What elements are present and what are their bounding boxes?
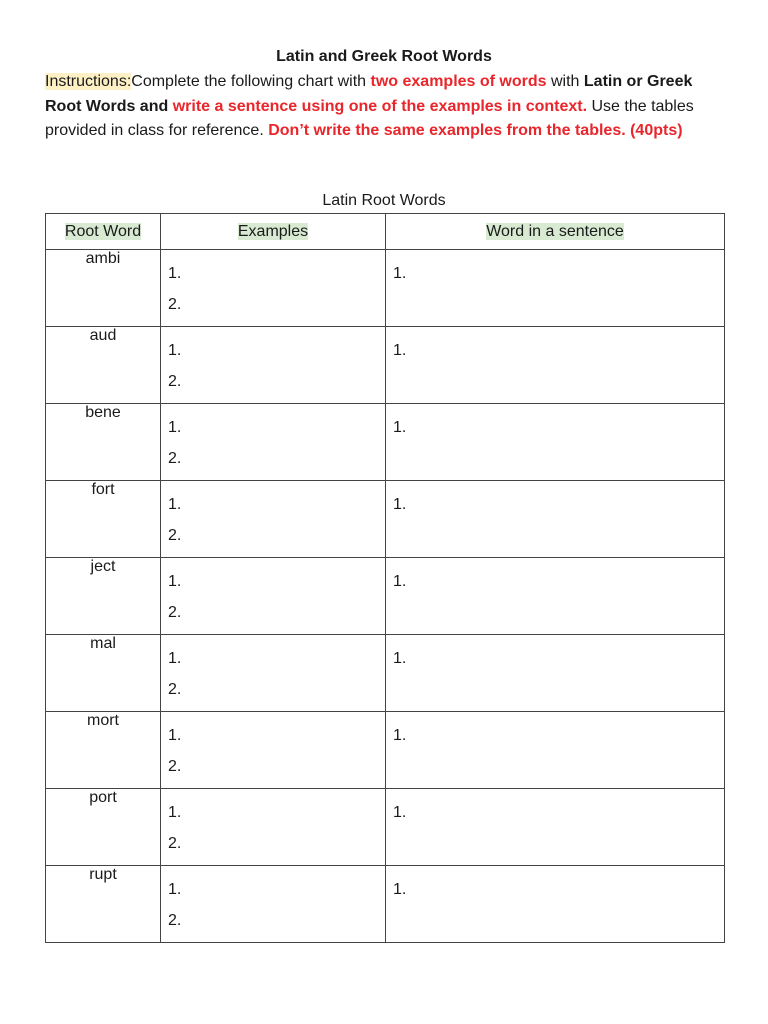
example-marker-1: 1. bbox=[168, 804, 182, 821]
header-word-in-sentence: Word in a sentence bbox=[386, 214, 725, 250]
example-marker-1: 1. bbox=[168, 573, 182, 590]
example-marker-2: 2. bbox=[168, 373, 182, 390]
instructions-emphasis-3: Don’t write the same examples from the tables. (40pts) bbox=[268, 122, 683, 139]
root-word: ambi bbox=[85, 250, 121, 267]
instructions-text-4: Use the tables provided in class for reference. bbox=[45, 97, 694, 139]
sentence-marker: 1. bbox=[393, 573, 407, 590]
root-word: fort bbox=[91, 481, 115, 498]
root-word: aud bbox=[89, 327, 117, 344]
table-body bbox=[46, 250, 725, 943]
sentence-marker: 1. bbox=[393, 342, 407, 359]
example-marker-2: 2. bbox=[168, 681, 182, 698]
sentence-marker: 1. bbox=[393, 804, 407, 821]
sentence-cell[interactable] bbox=[386, 712, 725, 789]
header-examples: Examples bbox=[161, 214, 386, 250]
table-row bbox=[46, 712, 725, 789]
header-root-word: Root Word bbox=[46, 214, 161, 250]
sentence-cell[interactable] bbox=[386, 481, 725, 558]
sentence-marker: 1. bbox=[393, 419, 407, 436]
example-marker-1: 1. bbox=[168, 650, 182, 667]
instructions-text-2: with bbox=[546, 73, 584, 90]
table-row bbox=[46, 635, 725, 712]
instructions-emphasis-1: two examples of words bbox=[370, 73, 547, 90]
instructions-text-1: Complete the following chart with bbox=[131, 73, 371, 90]
examples-cell[interactable] bbox=[161, 789, 386, 866]
root-word-cell bbox=[46, 866, 161, 943]
root-word: rupt bbox=[89, 866, 117, 883]
root-word-cell bbox=[46, 789, 161, 866]
sentence-marker: 1. bbox=[393, 881, 407, 898]
example-marker-1: 1. bbox=[168, 727, 182, 744]
examples-cell[interactable] bbox=[161, 635, 386, 712]
sentence-cell[interactable] bbox=[386, 635, 725, 712]
example-marker-2: 2. bbox=[168, 912, 182, 929]
sentence-marker: 1. bbox=[393, 727, 407, 744]
root-word-cell bbox=[46, 404, 161, 481]
instructions-label: Instructions: bbox=[45, 73, 132, 90]
page-title: Latin and Greek Root Words bbox=[276, 48, 492, 65]
root-word-cell bbox=[46, 558, 161, 635]
example-marker-2: 2. bbox=[168, 835, 182, 852]
root-word: port bbox=[89, 789, 117, 806]
examples-cell[interactable] bbox=[161, 404, 386, 481]
root-word: ject bbox=[90, 558, 116, 575]
sentence-cell[interactable] bbox=[386, 404, 725, 481]
examples-cell[interactable] bbox=[161, 866, 386, 943]
example-marker-2: 2. bbox=[168, 527, 182, 544]
table-title: Latin Root Words bbox=[322, 192, 446, 209]
examples-cell[interactable] bbox=[161, 481, 386, 558]
sentence-marker: 1. bbox=[393, 496, 407, 513]
root-word: bene bbox=[85, 404, 121, 421]
example-marker-1: 1. bbox=[168, 881, 182, 898]
root-word-cell bbox=[46, 481, 161, 558]
example-marker-2: 2. bbox=[168, 296, 182, 313]
table-row bbox=[46, 481, 725, 558]
table-row bbox=[46, 250, 725, 327]
table-row bbox=[46, 404, 725, 481]
table-row bbox=[46, 866, 725, 943]
sentence-cell[interactable] bbox=[386, 327, 725, 404]
example-marker-1: 1. bbox=[168, 419, 182, 436]
examples-cell[interactable] bbox=[161, 250, 386, 327]
table-row bbox=[46, 558, 725, 635]
root-word-cell bbox=[46, 327, 161, 404]
latin-root-table bbox=[45, 213, 725, 943]
instructions-bold-1: Latin or Greek Root Words and bbox=[45, 73, 693, 115]
sentence-cell[interactable] bbox=[386, 866, 725, 943]
sentence-cell[interactable] bbox=[386, 789, 725, 866]
example-marker-1: 1. bbox=[168, 496, 182, 513]
root-word-cell bbox=[46, 712, 161, 789]
instructions bbox=[45, 70, 725, 144]
sentence-marker: 1. bbox=[393, 265, 407, 282]
table-row bbox=[46, 327, 725, 404]
table-row bbox=[46, 789, 725, 866]
root-word-cell bbox=[46, 250, 161, 327]
example-marker-2: 2. bbox=[168, 450, 182, 467]
sentence-marker: 1. bbox=[393, 650, 407, 667]
example-marker-1: 1. bbox=[168, 265, 182, 282]
table-header-row bbox=[46, 214, 725, 250]
examples-cell[interactable] bbox=[161, 327, 386, 404]
example-marker-2: 2. bbox=[168, 758, 182, 775]
root-word-cell bbox=[46, 635, 161, 712]
sentence-cell[interactable] bbox=[386, 558, 725, 635]
root-word: mal bbox=[90, 635, 116, 652]
root-word: mort bbox=[87, 712, 119, 729]
sentence-cell[interactable] bbox=[386, 250, 725, 327]
example-marker-1: 1. bbox=[168, 342, 182, 359]
examples-cell[interactable] bbox=[161, 558, 386, 635]
examples-cell[interactable] bbox=[161, 712, 386, 789]
instructions-emphasis-2: write a sentence using one of the examples in context. bbox=[172, 97, 588, 115]
example-marker-2: 2. bbox=[168, 604, 182, 621]
